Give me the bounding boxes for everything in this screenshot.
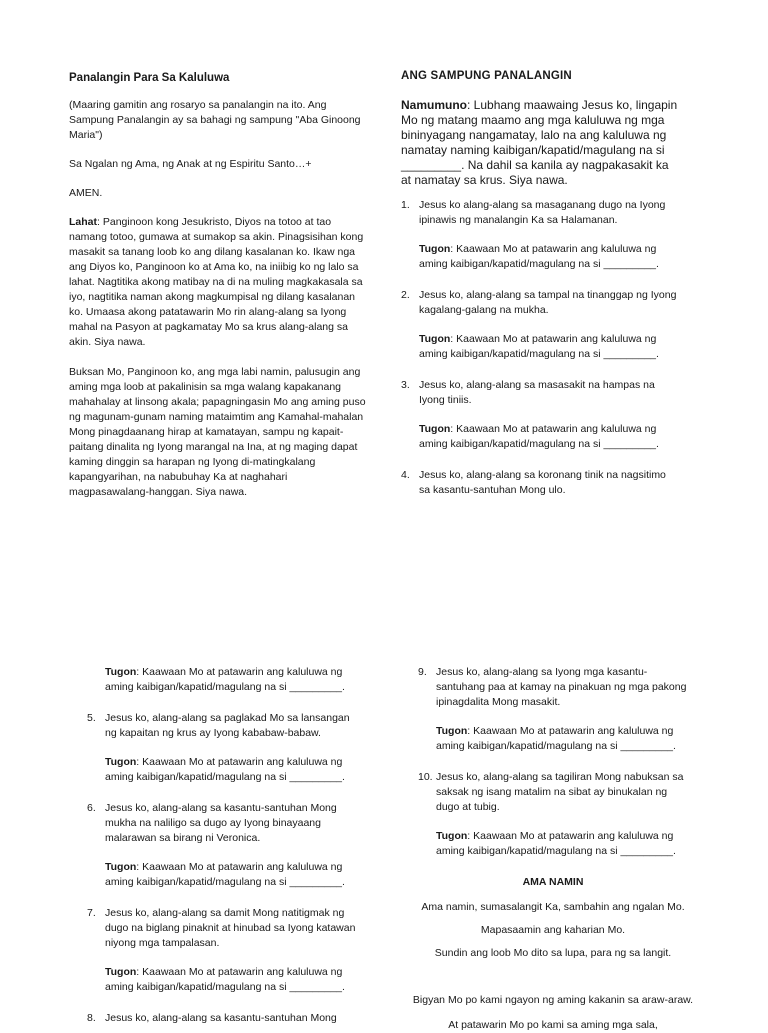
tugon-label: Tugon xyxy=(419,423,451,435)
tugon-label: Tugon xyxy=(105,966,137,978)
tugon-text: : Kaawaan Mo at patawarin ang kaluluwa ng aming kaibigan/kapatid/magulang na si _________. xyxy=(105,861,345,888)
item-number: 5. xyxy=(87,712,96,724)
item-text: Jesus ko, alang-alang sa damit Mong natitigmak ng dugo na biglang pinaknit at hinubad sa Iyong katawan niyong mga tampalasan. xyxy=(105,907,356,949)
prayer-item xyxy=(401,288,679,362)
tugon-response xyxy=(105,860,357,890)
section-title: ANG SAMPUNG PANALANGIN xyxy=(401,70,572,82)
tugon-label: Tugon xyxy=(105,666,137,678)
prayer-item xyxy=(418,770,688,859)
item-text: Jesus ko, alang-alang sa tagiliran Mong nabuksan sa saksak ng isang matalim na sibat ay binukalan ng dugo at tubig. xyxy=(436,771,684,813)
left-top-column xyxy=(69,71,369,500)
leader-text: : Lubhang maawaing Jesus ko, lingapin Mo ng matang maamo ang mga kaluluwa ng mga bininyagang nangamatay, lalo na ang kaluluwa ng namatay naming kaibigan/kapatid/magulang na si _________. Na dahil sa kanila ay nagpakasakit ka at namatay sa krus. Siya nawa. xyxy=(401,98,678,187)
buksan-paragraph: Buksan Mo, Panginoon ko, ang mga labi namin, palusugin ang aming mga loob at pakalinisin sa mga walang kapakanang mahahalay at linsong akala; papagningasin Mo ang aming puso ng magunam-gunam naming mataimtim ang Kamahal-mahalan Mong pinagdaanang hirap at kamatayan, sampu ng kapait-paitang dinalita ng Iyong marangal na Ina, at ng maging dapat kaming dinggin sa harapan ng Iyong di-matingkalang kapangyarihan, na nabubuhay Ka at naghahari magpasawalang-hanggan. Siya nawa. xyxy=(69,366,366,498)
ama-line: Bigyan Mo po kami ngayon ng aming kakanin sa araw-araw. xyxy=(412,994,694,1006)
tugon-response xyxy=(105,965,357,995)
leader-paragraph xyxy=(401,98,679,188)
item-number: 2. xyxy=(401,289,410,301)
ama-line: At patawarin Mo po kami sa aming mga sala, xyxy=(448,1019,658,1031)
tugon-text: : Kaawaan Mo at patawarin ang kaluluwa ng aming kaibigan/kapatid/magulang na si _________. xyxy=(419,333,659,360)
ama-line: Sundin ang loob Mo dito sa lupa, para ng sa langit. xyxy=(434,947,672,959)
ama-line: Mapasaamin ang kaharian Mo. xyxy=(480,924,626,936)
prayer-title: Panalangin Para Sa Kaluluwa xyxy=(69,72,230,84)
right-bottom-column xyxy=(412,665,694,1033)
ama-namin-lines xyxy=(378,900,728,1033)
item-number: 3. xyxy=(401,379,410,391)
lahat-paragraph xyxy=(69,215,369,350)
item-text: Jesus ko, alang-alang sa masasakit na hampas na Iyong tiniis. xyxy=(419,379,655,406)
intro-note: (Maaring gamitin ang rosaryo sa panalangin na ito. Ang Sampung Panalangin ay sa bahagi ng sampung "Aba Ginoong Maria") xyxy=(69,99,361,141)
prayer-item xyxy=(87,801,357,890)
tugon-text: : Kaawaan Mo at patawarin ang kaluluwa ng aming kaibigan/kapatid/magulang na si _________. xyxy=(105,666,345,693)
prayer-item xyxy=(401,468,679,498)
item-number: 1. xyxy=(401,199,410,211)
tugon-label: Tugon xyxy=(436,725,468,737)
left-bottom-column xyxy=(87,665,357,1026)
tugon-text: : Kaawaan Mo at patawarin ang kaluluwa ng aming kaibigan/kapatid/magulang na si _________. xyxy=(436,725,676,752)
item-text: Jesus ko, alang-alang sa koronang tinik na nagsitimo sa kasantu-santuhan Mong ulo. xyxy=(419,469,666,496)
item-number: 4. xyxy=(401,469,410,481)
tugon-text: : Kaawaan Mo at patawarin ang kaluluwa ng aming kaibigan/kapatid/magulang na si _________. xyxy=(105,966,345,993)
prayer-item xyxy=(87,906,357,995)
amen-line: AMEN. xyxy=(69,187,103,199)
tugon-response xyxy=(436,829,688,859)
item-text: Jesus ko alang-alang sa masaganang dugo na Iyong ipinawis ng manalangin Ka sa Halamanan. xyxy=(419,199,666,226)
item-text: Jesus ko, alang-alang sa paglakad Mo sa lansangan ng kapaitan ng krus ay Iyong kababaw-babaw. xyxy=(105,712,350,739)
item-text: Jesus ko, alang-alang sa kasantu-santuhan Mong xyxy=(105,1012,337,1024)
tugon-response xyxy=(436,724,688,754)
tugon-response xyxy=(419,422,679,452)
tugon-text: : Kaawaan Mo at patawarin ang kaluluwa ng aming kaibigan/kapatid/magulang na si _________. xyxy=(419,423,659,450)
prayer-item xyxy=(87,711,357,785)
ama-namin-title: AMA NAMIN xyxy=(522,876,584,888)
tugon-label: Tugon xyxy=(419,333,451,345)
item-text: Jesus ko, alang-alang sa Iyong mga kasantu-santuhang paa at kamay na pinakuan ng mga pakong ipinagdalita Mong masakit. xyxy=(436,666,687,708)
tugon-label: Tugon xyxy=(436,830,468,842)
tugon-text: : Kaawaan Mo at patawarin ang kaluluwa ng aming kaibigan/kapatid/magulang na si _________. xyxy=(105,756,345,783)
sign-of-cross: Sa Ngalan ng Ama, ng Anak at ng Espiritu Santo…+ xyxy=(69,158,312,170)
tugon-label: Tugon xyxy=(419,243,451,255)
item-text: Jesus ko, alang-alang sa kasantu-santuhan Mong mukha na naliligo sa dugo ay Iyong binayaang malarawan sa birang ni Veronica. xyxy=(105,802,337,844)
item-number: 8. xyxy=(87,1012,96,1024)
tugon-label: Tugon xyxy=(105,861,137,873)
tugon-response xyxy=(419,332,679,362)
prayer-item xyxy=(401,378,679,452)
item-number: 10. xyxy=(418,771,433,783)
right-top-column xyxy=(401,69,679,498)
tugon-response xyxy=(87,665,357,695)
tugon-label: Tugon xyxy=(105,756,137,768)
tugon-response xyxy=(105,755,357,785)
item-number: 7. xyxy=(87,907,96,919)
lahat-text: : Panginoon kong Jesukristo, Diyos na totoo at tao namang totoo, gumawa at sumakop sa akin. Pinagsisihan kong masakit sa tanang loob ko ang dilang kasalanan ko. Ikaw nga ang Diyos ko, Panginoon ko at Ama ko, na iniibig ko ng lalo sa lahat. Nagtitika akong matibay na di na muling magkakasala sa iyo, nagtitika naman akong magkumpisal ng dilang kasalanan ko. Umaasa akong patatawarin Mo rin alang-alang sa Iyong mahal na Pasyon at pagkamatay Mo sa krus alang-alang sa akin. Siya nawa. xyxy=(69,216,364,348)
tugon-text: : Kaawaan Mo at patawarin ang kaluluwa ng aming kaibigan/kapatid/magulang na si _________. xyxy=(436,830,676,857)
leader-label: Namumuno xyxy=(401,98,467,112)
tugon-response xyxy=(419,242,679,272)
lahat-label: Lahat xyxy=(69,216,98,228)
tugon-text: : Kaawaan Mo at patawarin ang kaluluwa ng aming kaibigan/kapatid/magulang na si _________. xyxy=(419,243,659,270)
item-text: Jesus ko, alang-alang sa tampal na tinanggap ng Iyong kagalang-galang na mukha. xyxy=(419,289,677,316)
item-number: 6. xyxy=(87,802,96,814)
item-number: 9. xyxy=(418,666,427,678)
prayer-item xyxy=(418,665,688,754)
prayer-item xyxy=(401,198,679,272)
ama-line: Ama namin, sumasalangit Ka, sambahin ang ngalan Mo. xyxy=(421,901,685,913)
